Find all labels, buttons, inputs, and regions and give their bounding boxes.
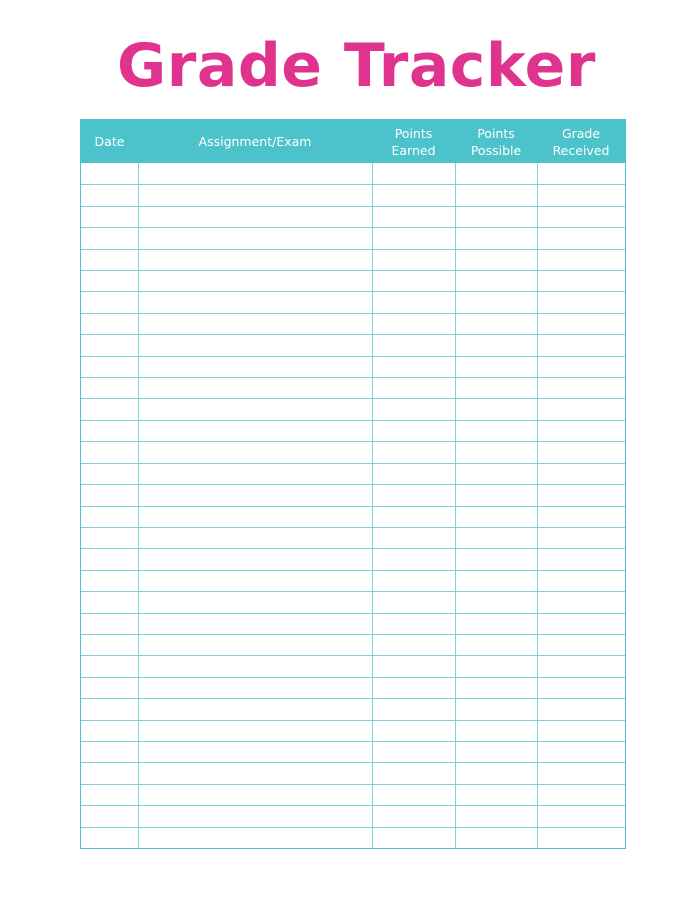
header-points-earned bbox=[372, 120, 455, 163]
header-assignment-label: Assignment/Exam bbox=[198, 134, 312, 149]
row-divider bbox=[81, 291, 625, 292]
header-grade-received-label: Grade Received bbox=[552, 125, 610, 158]
header-points-possible-label: Points Possible bbox=[470, 125, 522, 158]
row-divider bbox=[81, 420, 625, 421]
row-divider bbox=[81, 184, 625, 185]
column-divider bbox=[372, 163, 373, 848]
row-divider bbox=[81, 613, 625, 614]
row-divider bbox=[81, 827, 625, 828]
column-divider bbox=[455, 163, 456, 848]
row-divider bbox=[81, 227, 625, 228]
row-divider bbox=[81, 591, 625, 592]
row-divider bbox=[81, 463, 625, 464]
row-divider bbox=[81, 506, 625, 507]
row-divider bbox=[81, 270, 625, 271]
row-divider bbox=[81, 527, 625, 528]
header-grade-received bbox=[537, 120, 625, 163]
row-divider bbox=[81, 762, 625, 763]
row-divider bbox=[81, 441, 625, 442]
row-divider bbox=[81, 356, 625, 357]
header-date-label: Date bbox=[94, 134, 125, 149]
table-body bbox=[81, 163, 625, 848]
header-points-possible bbox=[455, 120, 537, 163]
row-divider bbox=[81, 334, 625, 335]
page-title: Grade Tracker bbox=[117, 31, 596, 101]
row-divider bbox=[81, 805, 625, 806]
header-assignment bbox=[138, 120, 372, 163]
row-divider bbox=[81, 720, 625, 721]
column-divider bbox=[138, 163, 139, 848]
row-divider bbox=[81, 484, 625, 485]
row-divider bbox=[81, 570, 625, 571]
row-divider bbox=[81, 741, 625, 742]
row-divider bbox=[81, 249, 625, 250]
row-divider bbox=[81, 313, 625, 314]
table-header bbox=[81, 120, 625, 163]
grade-table bbox=[80, 119, 626, 849]
row-divider bbox=[81, 377, 625, 378]
row-divider bbox=[81, 634, 625, 635]
column-divider bbox=[537, 163, 538, 848]
row-divider bbox=[81, 784, 625, 785]
row-divider bbox=[81, 655, 625, 656]
row-divider bbox=[81, 398, 625, 399]
header-points-earned-label: Points Earned bbox=[391, 125, 436, 158]
row-divider bbox=[81, 206, 625, 207]
header-date bbox=[81, 120, 138, 163]
row-divider bbox=[81, 677, 625, 678]
row-divider bbox=[81, 698, 625, 699]
row-divider bbox=[81, 548, 625, 549]
